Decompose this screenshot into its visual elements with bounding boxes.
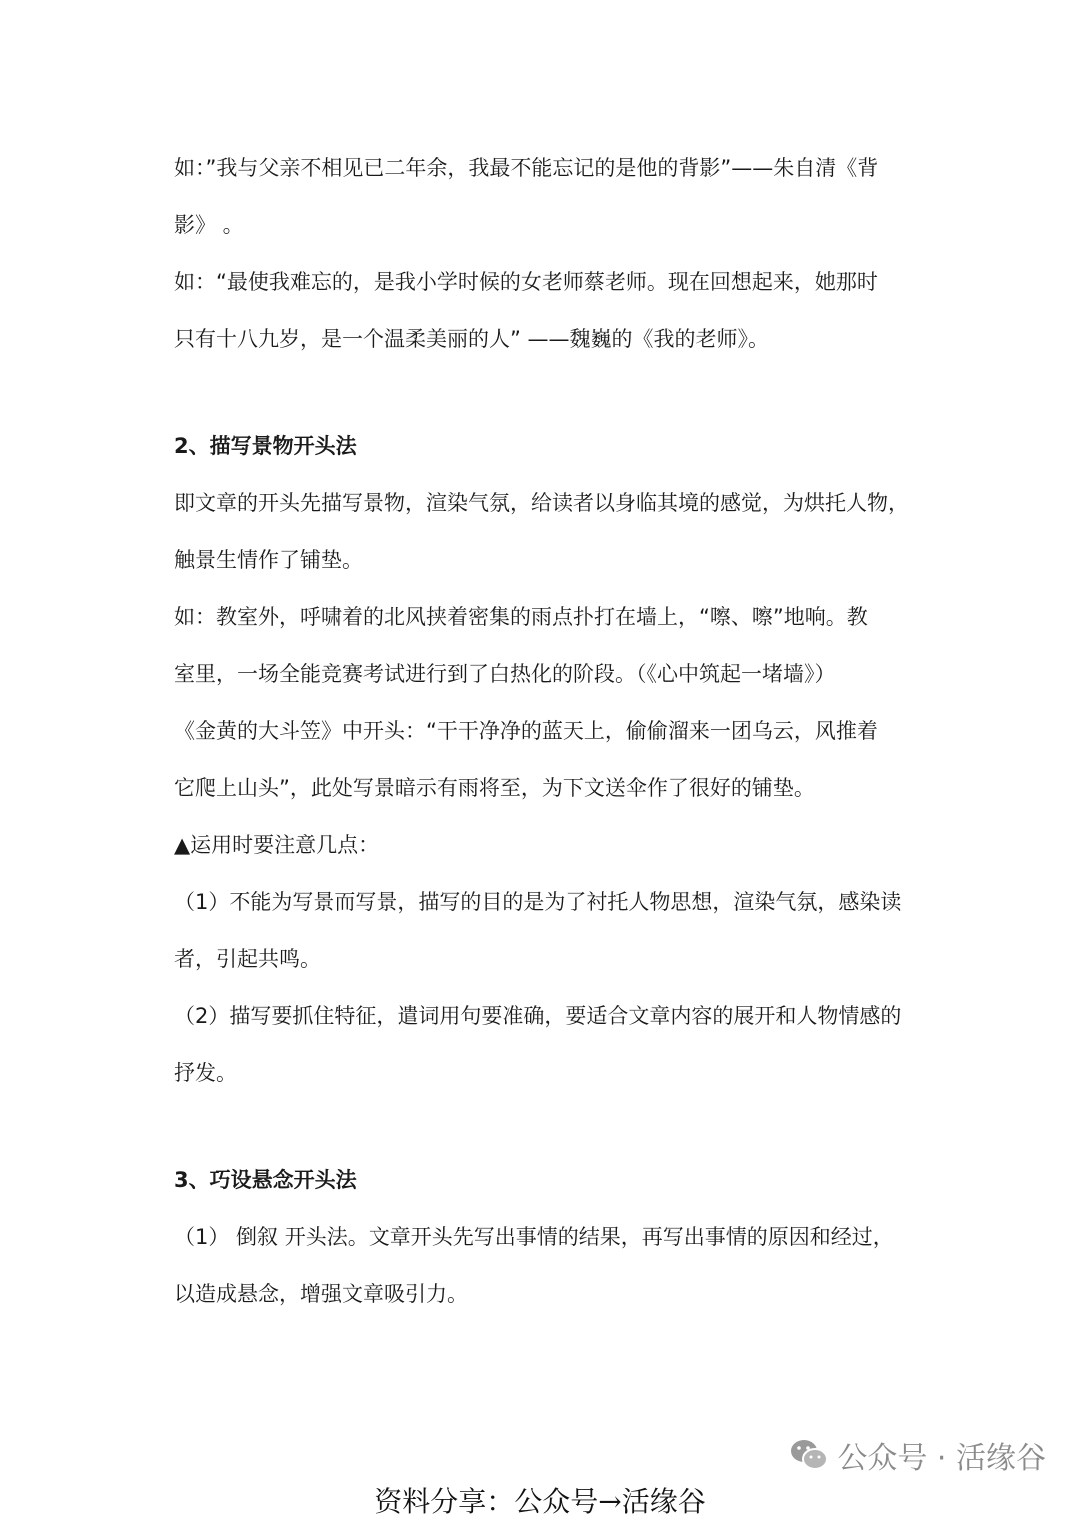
paragraph-line: 如：”我与父亲不相见已二年余，我最不能忘记的是他的背影”——朱自清《背 <box>174 156 879 180</box>
paragraph-line: 如：教室外，呼啸着的北风挟着密集的雨点扑打在墙上，“嚓、嚓”地响。教 <box>174 605 868 629</box>
wechat-icon <box>789 1438 829 1472</box>
document-body <box>174 140 909 1323</box>
paragraph-line: 者，引起共鸣。 <box>174 947 321 971</box>
paragraph-line: （1）不能为写景而写景，描写的目的是为了衬托人物思想，渲染气氛，感染读 <box>174 890 902 914</box>
paragraph-line: 室里，一场全能竞赛考试进行到了白热化的阶段。（《心中筑起一堵墙》） <box>174 662 836 686</box>
paragraph-line: 即文章的开头先描写景物，渲染气氛，给读者以身临其境的感觉，为烘托人物， <box>174 491 909 515</box>
note-title: ▲运用时要注意几点： <box>174 833 380 857</box>
paragraph-line: （1） 倒叙 开头法。文章开头先写出事情的结果，再写出事情的原因和经过， <box>174 1225 894 1249</box>
paragraph-line: 影》 。 <box>174 213 244 237</box>
watermark <box>789 1432 1046 1478</box>
section-heading: 3、巧设悬念开头法 <box>174 1168 357 1192</box>
watermark-text: 公众号 · 活缘谷 <box>837 1441 1046 1476</box>
section-gap <box>174 368 906 418</box>
paragraph-line: 以造成悬念，增强文章吸引力。 <box>174 1282 468 1306</box>
section-heading: 2、描写景物开头法 <box>174 434 357 458</box>
footer-note: 资料分享：公众号→活缘谷 <box>374 1485 706 1518</box>
paragraph-line: 只有十八九岁，是一个温柔美丽的人” ——魏巍的《我的老师》。 <box>174 327 770 351</box>
paragraph-line: 它爬上山头”，此处写景暗示有雨将至，为下文送伞作了很好的铺垫。 <box>174 776 815 800</box>
paragraph-line: 如：“最使我难忘的，是我小学时候的女老师蔡老师。现在回想起来，她那时 <box>174 270 878 294</box>
paragraph-line: （2）描写要抓住特征，遣词用句要准确，要适合文章内容的展开和人物情感的 <box>174 1004 902 1028</box>
paragraph-line: 抒发。 <box>174 1061 237 1085</box>
paragraph-line: 《金黄的大斗笠》中开头：“干干净净的蓝天上，偷偷溜来一团乌云，风推着 <box>174 719 878 743</box>
section-gap <box>174 1102 906 1152</box>
paragraph-line: 触景生情作了铺垫。 <box>174 548 363 572</box>
